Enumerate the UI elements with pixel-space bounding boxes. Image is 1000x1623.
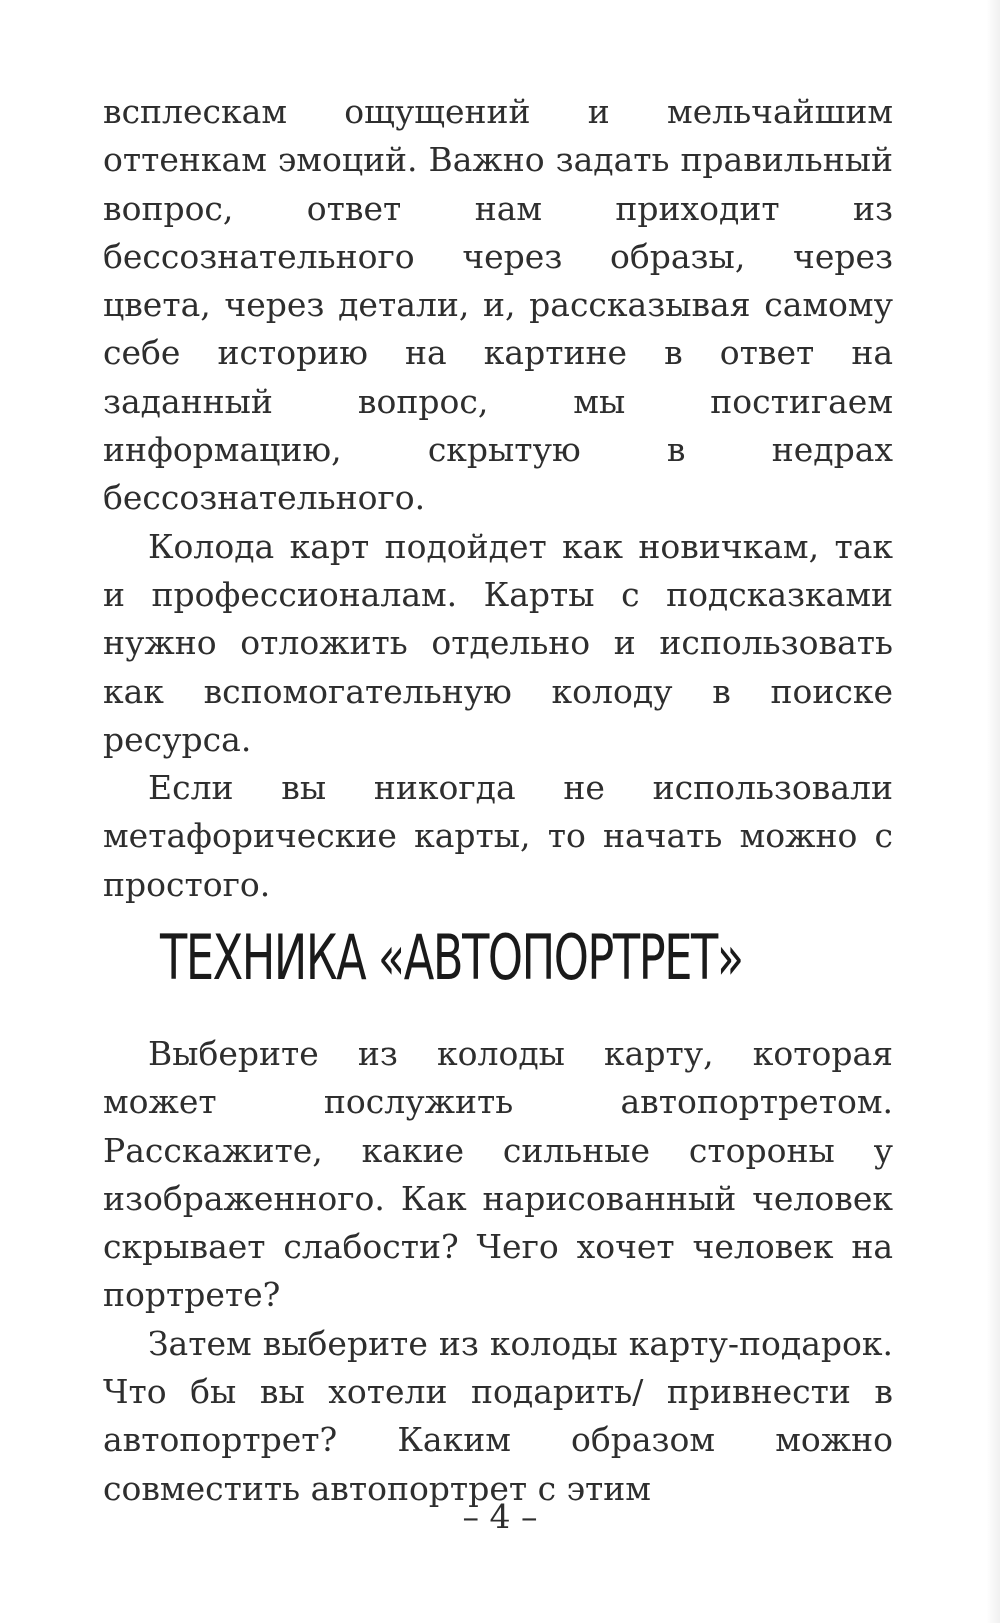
body-text-top — [103, 88, 893, 909]
page-number: – 4 – — [462, 1497, 538, 1536]
paragraph: Затем выберите из колоды карту-подарок. Что бы вы хотели подарить/ привнести в автопортрет? Каким образом можно совместить автопортрет с этим — [103, 1323, 893, 1508]
paragraph: всплескам ощущений и мельчайшим оттенкам эмоций. Важно задать правильный вопрос, ответ нам приходит из бессознательного через образы, через цвета, через детали, и, рассказывая самому себе историю на картине в ответ на заданный вопрос, мы постигаем информацию, скрытую в недрах бессознательного. — [103, 92, 893, 518]
paragraph: Если вы никогда не использовали метафорические карты, то начать можно с простого. — [103, 768, 893, 904]
paragraph: Колода карт подойдет как новичкам, так и профессионалам. Карты с подсказками нужно отложить отдельно и использовать как вспомогательную колоду в поиске ресурса. — [103, 526, 893, 759]
body-text-bottom — [103, 1030, 893, 1513]
page-edge-shadow — [986, 0, 1000, 1623]
section-heading: ТЕХНИКА «АВТОПОРТРЕТ» — [160, 921, 743, 994]
paragraph: Выберите из колоды карту, которая может послужить автопортретом. Расскажите, какие сильные стороны у изображенного. Как нарисованный человек скрывает слабости? Чего хочет человек на портрете? — [103, 1034, 893, 1315]
